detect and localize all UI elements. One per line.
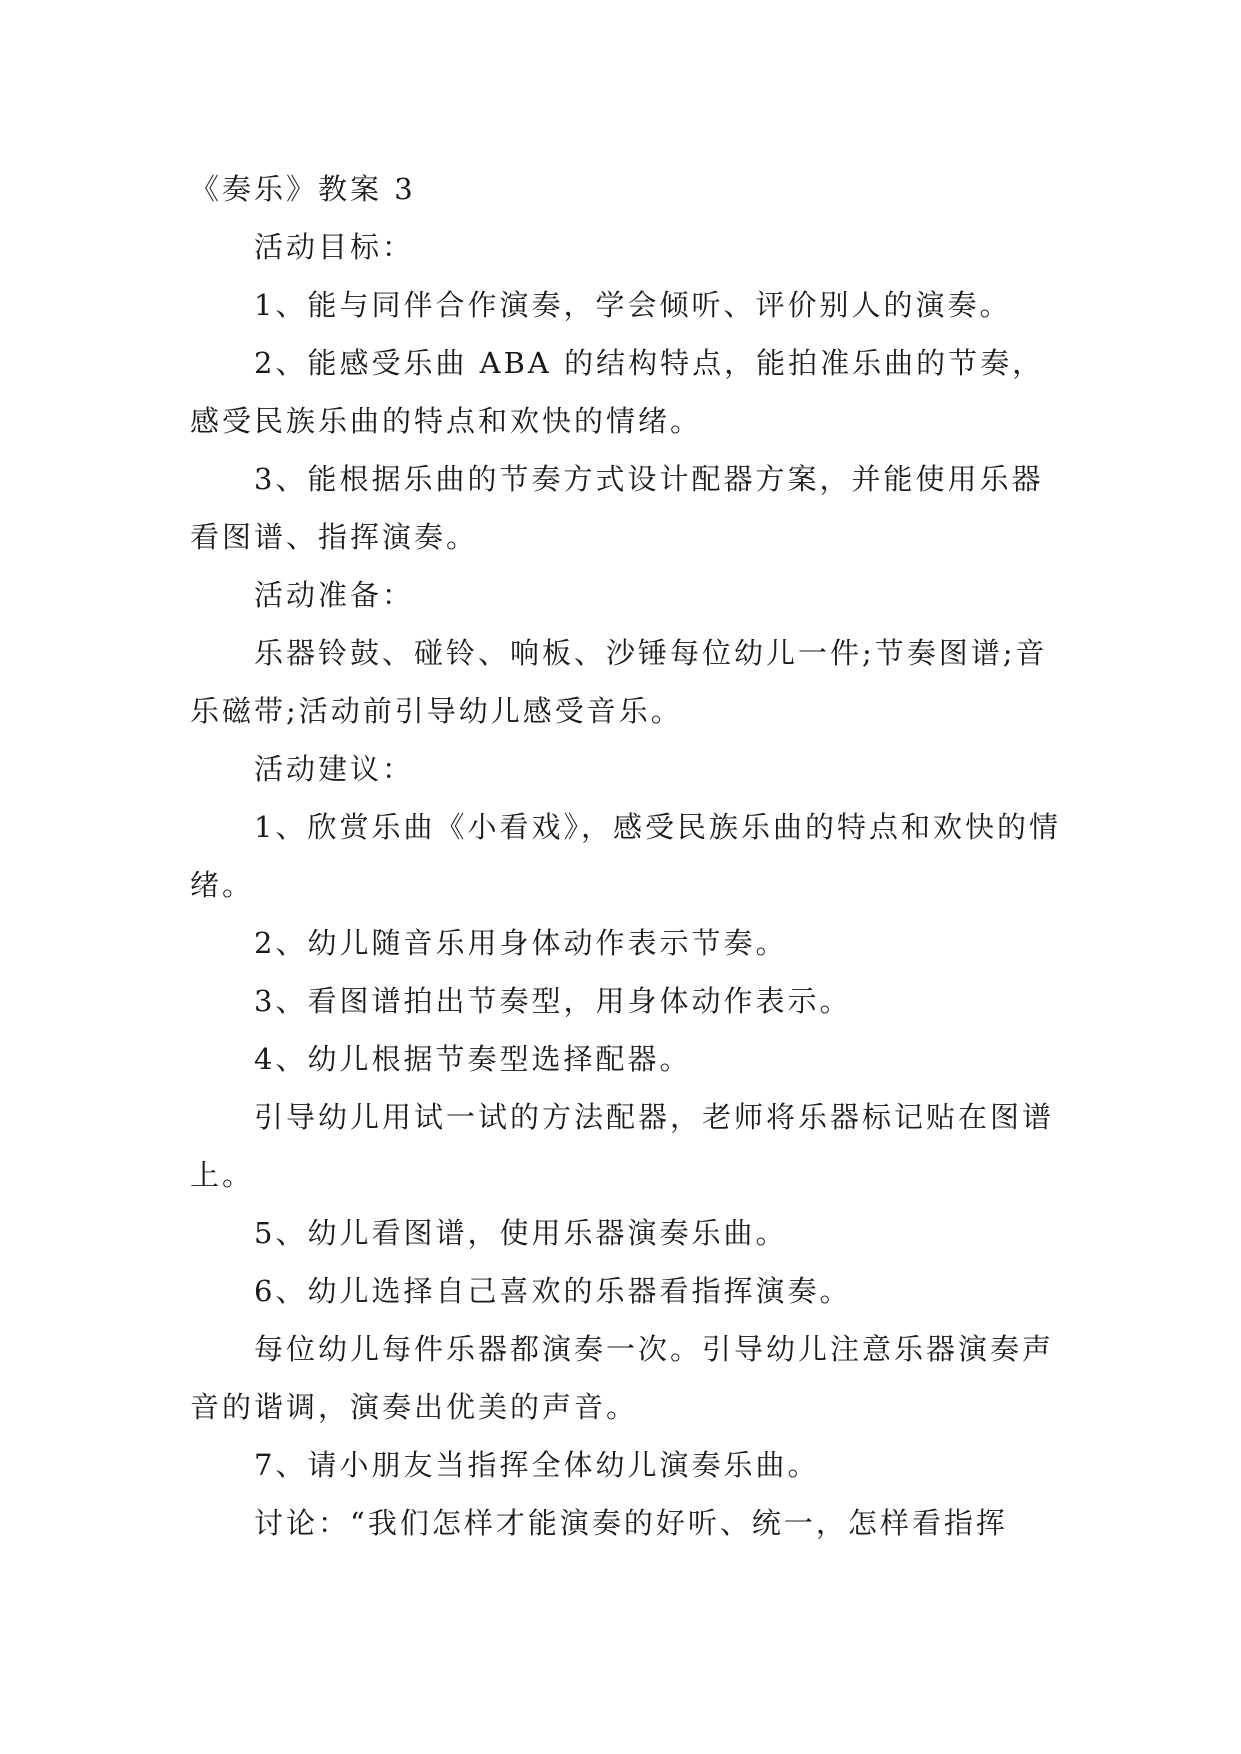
paragraph: 3、看图谱拍出节奏型，用身体动作表示。 — [254, 984, 852, 1018]
paragraph: 4、幼儿根据节奏型选择配器。 — [254, 1042, 692, 1076]
paragraph: 1、欣赏乐曲《小看戏》，感受民族乐曲的特点和欢快的情绪。 — [190, 810, 1061, 902]
document-body — [190, 160, 1070, 1552]
paragraph: 引导幼儿用试一试的方法配器，老师将乐器标记贴在图谱上。 — [190, 1100, 1055, 1192]
paragraph: 3、能根据乐曲的节奏方式设计配器方案，并能使用乐器看图谱、指挥演奏。 — [190, 462, 1044, 554]
paragraph: 7、请小朋友当指挥全体幼儿演奏乐曲。 — [254, 1448, 820, 1482]
paragraph: 2、幼儿随音乐用身体动作表示节奏。 — [254, 926, 788, 960]
document-title: 《奏乐》教案 3 — [190, 172, 416, 206]
paragraph: 5、幼儿看图谱，使用乐器演奏乐曲。 — [254, 1216, 788, 1250]
paragraph: 6、幼儿选择自己喜欢的乐器看指挥演奏。 — [254, 1274, 852, 1308]
paragraph: 乐器铃鼓、碰铃、响板、沙锤每位幼儿一件;节奏图谱;音乐磁带;活动前引导幼儿感受音乐。 — [190, 636, 1048, 728]
paragraph: 1、能与同伴合作演奏，学会倾听、评价别人的演奏。 — [254, 288, 1012, 322]
section-heading-goals: 活动目标： — [254, 230, 415, 264]
paragraph: 每位幼儿每件乐器都演奏一次。引导幼儿注意乐器演奏声音的谐调，演奏出优美的声音。 — [190, 1332, 1055, 1424]
section-heading-suggestions: 活动建议： — [254, 752, 415, 786]
paragraph: 讨论：“我们怎样才能演奏的好听、统一，怎样看指挥 — [254, 1506, 1008, 1540]
section-heading-preparation: 活动准备： — [254, 578, 415, 612]
paragraph: 2、能感受乐曲 ABA 的结构特点，能拍准乐曲的节奏，感受民族乐曲的特点和欢快的情绪。 — [190, 346, 1045, 438]
